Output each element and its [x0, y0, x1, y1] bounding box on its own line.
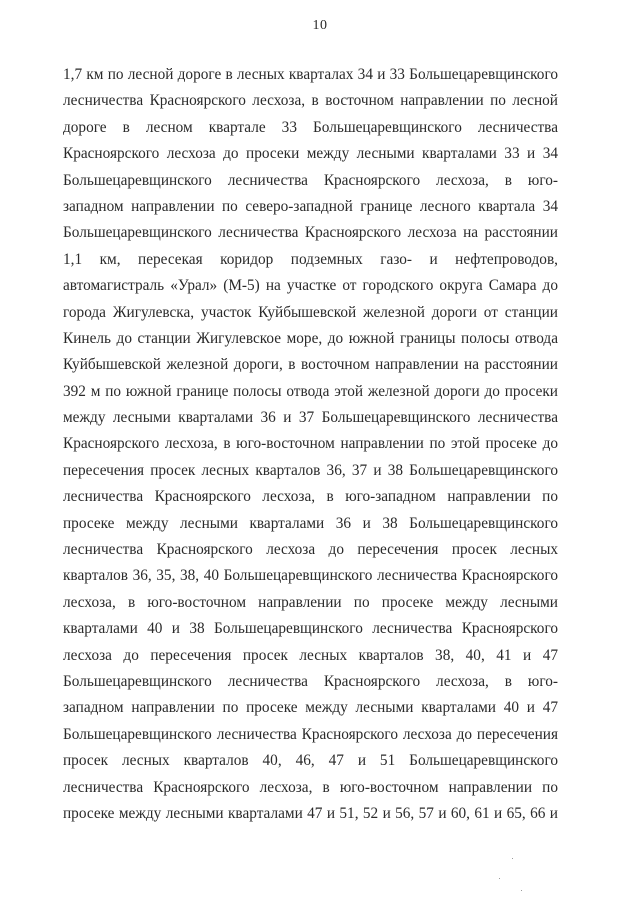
text-line: лесничества Красноярского лесхоза, в юго-восточном направлении по [63, 778, 558, 796]
text-line: Большецаревщинского лесничества Красноярского лесхоза, в юго- [63, 171, 558, 189]
text-line: Большецаревщинского лесничества Красноярского лесхоза, в юго- [63, 672, 558, 690]
text-line: лесничества Красноярского лесхоза до пересечения просек лесных [63, 541, 558, 559]
text-line: города Жигулевска, участок Куйбышевской железной дороги от станции [63, 303, 558, 321]
scan-speck [499, 878, 500, 879]
text-line: Большецаревщинского лесничества Красноярского лесхоза на расстоянии [63, 224, 558, 242]
text-line: лесничества Красноярского лесхоза, в восточном направлении по лесной [63, 92, 558, 110]
text-line: лесничества Красноярского лесхоза, в юго-западном направлении по [63, 488, 558, 506]
body-text [63, 62, 558, 827]
text-line: лесхоза, в юго-восточном направлении по просеке между лесными [63, 593, 558, 611]
text-line: Кинель до станции Жигулевское море, до южной границы полосы отвода [63, 329, 558, 347]
text-line: просек лесных кварталов 40, 46, 47 и 51 Большецаревщинского [63, 752, 558, 770]
text-line: Красноярского лесхоза до просеки между лесными кварталами 33 и 34 [63, 145, 558, 163]
text-line: западном направлении по северо-западной границе лесного квартала 34 [63, 197, 558, 215]
text-line: просеке между лесными кварталами 47 и 51, 52 и 56, 57 и 60, 61 и 65, 66 и [63, 804, 558, 822]
text-line: Красноярского лесхоза, в юго-восточном направлении по этой просеке до [63, 435, 558, 453]
text-line: пересечения просек лесных кварталов 36, 37 и 38 Большецаревщинского [63, 461, 558, 479]
scan-speck [512, 858, 513, 859]
text-line: дороге в лесном квартале 33 Большецаревщинского лесничества [63, 118, 558, 136]
text-line: автомагистраль «Урал» (М-5) на участке от городского округа Самара до [63, 277, 558, 295]
text-line: 1,7 км по лесной дороге в лесных кварталах 34 и 33 Большецаревщинского [63, 66, 558, 83]
text-line: Куйбышевской железной дороги, в восточном направлении на расстоянии [63, 356, 558, 374]
text-line: кварталами 40 и 38 Большецаревщинского лесничества Красноярского [63, 620, 558, 638]
text-line: западном направлении по просеке между лесными кварталами 40 и 47 [63, 699, 558, 717]
text-line: 1,1 км, пересекая коридор подземных газо- и нефтепроводов, [63, 250, 558, 268]
text-line: 392 м по южной границе полосы отвода этой железной дороги до просеки [63, 382, 558, 400]
page-number: 10 [312, 18, 328, 33]
text-line: кварталов 36, 35, 38, 40 Большецаревщинского лесничества Красноярского [63, 567, 558, 585]
text-line: Большецаревщинского лесничества Красноярского лесхоза до пересечения [63, 725, 558, 743]
text-line: лесхоза до пересечения просек лесных кварталов 38, 40, 41 и 47 [63, 646, 558, 664]
text-line: между лесными кварталами 36 и 37 Большецаревщинского лесничества [63, 409, 558, 427]
text-line: просеке между лесными кварталами 36 и 38 Большецаревщинского [63, 514, 558, 532]
scan-speck [521, 890, 522, 891]
